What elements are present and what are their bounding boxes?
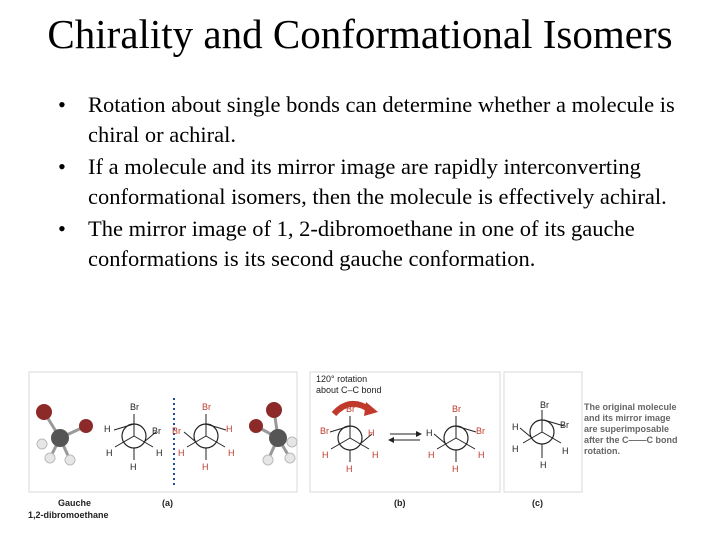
hydrogen-atom: [37, 439, 47, 449]
atom-label-h: H: [452, 464, 459, 474]
ball-stick-model-right: [249, 402, 297, 465]
atom-label-h: H: [346, 464, 353, 474]
carbon-atom: [51, 429, 69, 447]
bromine-atom: [79, 419, 93, 433]
atom-label-h: H: [322, 450, 329, 460]
panel-label-c: (c): [532, 498, 543, 508]
bullet-text: Rotation about single bonds can determine whether a molecule is chiral or achiral.: [88, 92, 675, 147]
carbon-atom: [269, 429, 287, 447]
bullet-text: If a molecule and its mirror image are rapidly interconverting conformational isomers, then the molecule is effectively achiral.: [88, 154, 667, 209]
hydrogen-atom: [263, 455, 273, 465]
atom-label-h: H: [228, 448, 235, 458]
slide-title: Chirality and Conformational Isomers: [47, 11, 673, 57]
newman-projection-2: [172, 402, 235, 472]
bromine-atom: [266, 402, 282, 418]
atom-label-br: Br: [152, 426, 161, 436]
atom-label-h: H: [156, 448, 163, 458]
side-note-line: The original molecule: [584, 402, 677, 412]
side-note: [584, 402, 678, 456]
side-note-line: are superimposable: [584, 424, 670, 434]
bullet-item: [56, 90, 676, 150]
bullet-glyph: •: [58, 154, 66, 179]
atom-label-br: Br: [452, 404, 461, 414]
atom-label-h: H: [104, 424, 111, 434]
ball-stick-model-left: [36, 404, 93, 465]
newman-projection-1: [104, 402, 163, 472]
atom-label-h: H: [178, 448, 185, 458]
atom-label-h: H: [540, 460, 547, 470]
panel-label-b: (b): [394, 498, 406, 508]
atom-label-h: H: [106, 448, 113, 458]
hydrogen-atom: [287, 437, 297, 447]
rotation-note-line2: about C–C bond: [316, 385, 382, 395]
atom-label-br: Br: [560, 420, 569, 430]
atom-label-h: H: [478, 450, 485, 460]
atom-label-h: H: [226, 424, 233, 434]
side-note-line: rotation.: [584, 446, 620, 456]
atom-label-h: H: [372, 450, 379, 460]
figure-caption-line1: Gauche: [58, 498, 92, 508]
atom-label-h: H: [202, 462, 209, 472]
panel-label-a: (a): [162, 498, 173, 508]
figure-caption-line2: 1,2-dibromoethane: [28, 510, 109, 520]
rotation-arrow-head: [364, 402, 378, 416]
atom-label-h: H: [512, 444, 519, 454]
atom-label-h: H: [426, 428, 433, 438]
atom-label-br: Br: [320, 426, 329, 436]
bromine-atom: [249, 419, 263, 433]
rotation-note-line1: 120° rotation: [316, 374, 368, 384]
atom-label-h: H: [562, 446, 569, 456]
bullet-glyph: •: [58, 92, 66, 117]
atom-label-br: Br: [130, 402, 139, 412]
equilibrium-arrows: [388, 431, 422, 443]
bullet-text: The mirror image of 1, 2-dibromoethane in one of its gauche conformations is its second gauche conformation.: [88, 216, 635, 271]
newman-projection-4: [426, 404, 485, 474]
newman-projection-superimposed: [512, 400, 569, 470]
atom-label-h: H: [130, 462, 137, 472]
hydrogen-atom: [45, 453, 55, 463]
bullet-glyph: •: [58, 216, 66, 241]
bullet-item: [56, 152, 676, 212]
atom-label-h: H: [428, 450, 435, 460]
atom-label-h: H: [512, 422, 519, 432]
atom-label-br: Br: [202, 402, 211, 412]
conformation-figure-svg: [28, 370, 708, 532]
atom-label-h: H: [368, 428, 375, 438]
atom-label-br: Br: [476, 426, 485, 436]
side-note-line: and its mirror image: [584, 413, 671, 423]
atom-label-br: Br: [540, 400, 549, 410]
conformation-figure: [28, 370, 708, 532]
bromine-atom: [36, 404, 52, 420]
bullet-list: [56, 90, 676, 276]
atom-label-br: Br: [172, 426, 181, 436]
bullet-item: [56, 214, 676, 274]
hydrogen-atom: [65, 455, 75, 465]
atom-label-br: Br: [346, 404, 355, 414]
side-note-line: after the C——C bond: [584, 435, 678, 445]
newman-projection-3: [320, 404, 379, 474]
hydrogen-atom: [285, 453, 295, 463]
